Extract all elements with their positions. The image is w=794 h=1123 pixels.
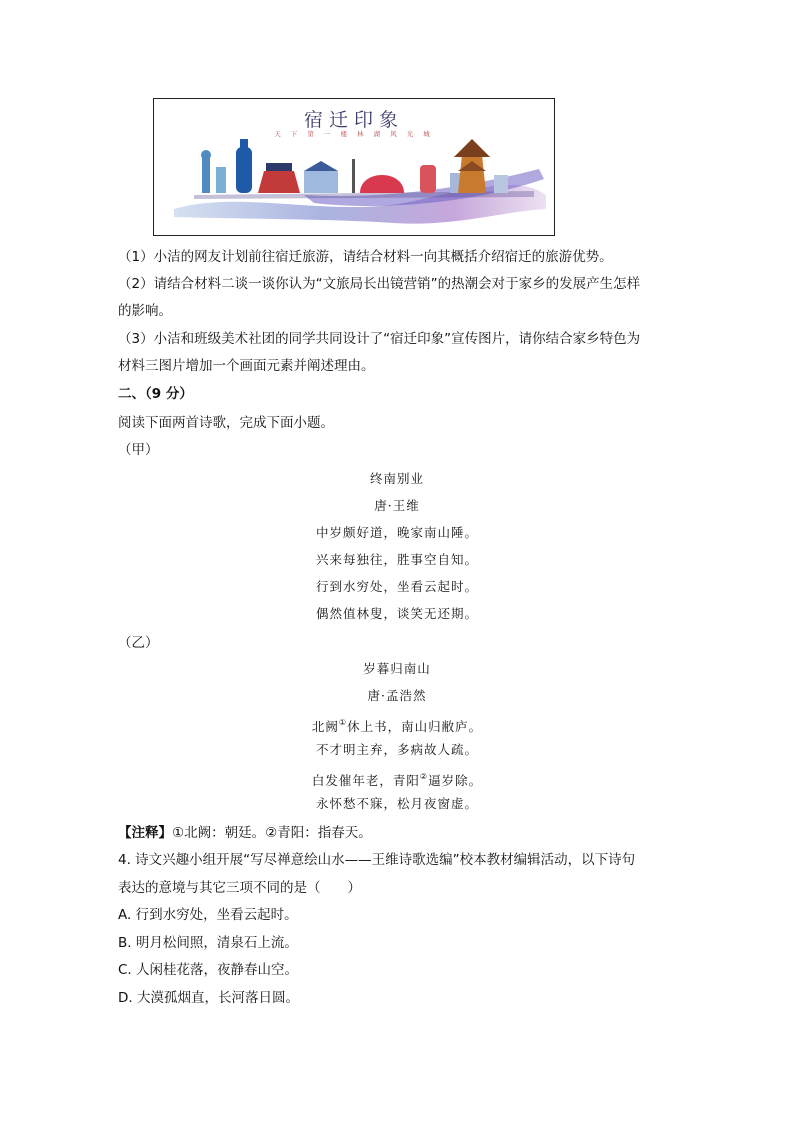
poem-b-label: （乙） xyxy=(118,635,159,651)
question-1-3-line1: （3）小洁和班级美术社团的同学共同设计了“宿迁印象”宣传图片，请你结合家乡特色为 xyxy=(118,331,641,347)
poem-b-title: 岁暮归南山 xyxy=(363,661,431,676)
section-2-heading: 二、（9 分） xyxy=(118,386,193,402)
poem-b-line xyxy=(0,768,794,790)
notes-label: 【注释】 xyxy=(118,825,172,841)
poem-b-line: 永怀愁不寐，松月夜窗虚。 xyxy=(315,796,478,811)
poem-a-line: 中岁颇好道，晚家南山陲。 xyxy=(315,525,478,540)
question-4-stem-line1: 4. 诗文兴趣小组开展“写尽禅意绘山水——王维诗歌选编”校本教材编辑活动，以下诗句 xyxy=(118,852,636,868)
question-4-stem-line2: 表达的意境与其它三项不同的是（ ） xyxy=(118,880,361,896)
footnote-marker-1: ① xyxy=(338,718,348,727)
option-d: D. 大漠孤烟直，长河落日圆。 xyxy=(118,990,299,1006)
question-1-1: （1）小洁的网友计划前往宿迁旅游，请结合材料一向其概括介绍宿迁的旅游优势。 xyxy=(118,249,613,265)
poem-b-line3-part2: 逼岁除。 xyxy=(428,773,483,788)
image-title: 宿迁印象 xyxy=(303,109,404,131)
poem-b-author: 唐·孟浩然 xyxy=(367,688,427,703)
footnote-marker-2: ② xyxy=(419,772,429,781)
question-1-3-line2: 材料三图片增加一个画面元素并阐述理由。 xyxy=(118,358,375,374)
question-1-2-line2: 的影响。 xyxy=(118,303,172,319)
poem-a-author: 唐·王维 xyxy=(374,498,420,513)
poem-b-line1-part1: 北阙 xyxy=(311,719,339,734)
poem-a-line: 偶然值林叟，谈笑无还期。 xyxy=(315,606,478,621)
suqian-impression-image xyxy=(153,98,555,236)
poem-b-line3-part1: 白发催年老，青阳 xyxy=(311,773,420,788)
poem-b-line1-part2: 休上书，南山归敝庐。 xyxy=(347,719,483,734)
poem-a-line: 行到水穷处，坐看云起时。 xyxy=(315,579,478,594)
image-subtitle: 天 下 第 一 楼 林 湖 风 光 城 xyxy=(274,130,434,138)
notes-text: ①北阙：朝廷。②青阳：指春天。 xyxy=(172,825,372,841)
poem-a-title: 终南别业 xyxy=(369,471,424,486)
option-b: B. 明月松间照，清泉石上流。 xyxy=(118,935,298,951)
option-c: C. 人闲桂花落，夜静春山空。 xyxy=(118,962,299,978)
section-2-instruction: 阅读下面两首诗歌，完成下面小题。 xyxy=(118,415,334,431)
notes xyxy=(118,823,372,843)
poem-a-label: （甲） xyxy=(118,442,159,458)
poem-b-line xyxy=(0,714,794,736)
option-a: A. 行到水穷处，坐看云起时。 xyxy=(118,907,298,923)
poem-b-line: 不才明主弃，多病故人疏。 xyxy=(315,742,478,757)
question-1-2-line1: （2）请结合材料二谈一谈你认为“文旅局长出镜营销”的热潮会对于家乡的发展产生怎样 xyxy=(118,276,641,292)
poem-a-line: 兴来每独往，胜事空自知。 xyxy=(315,552,478,567)
